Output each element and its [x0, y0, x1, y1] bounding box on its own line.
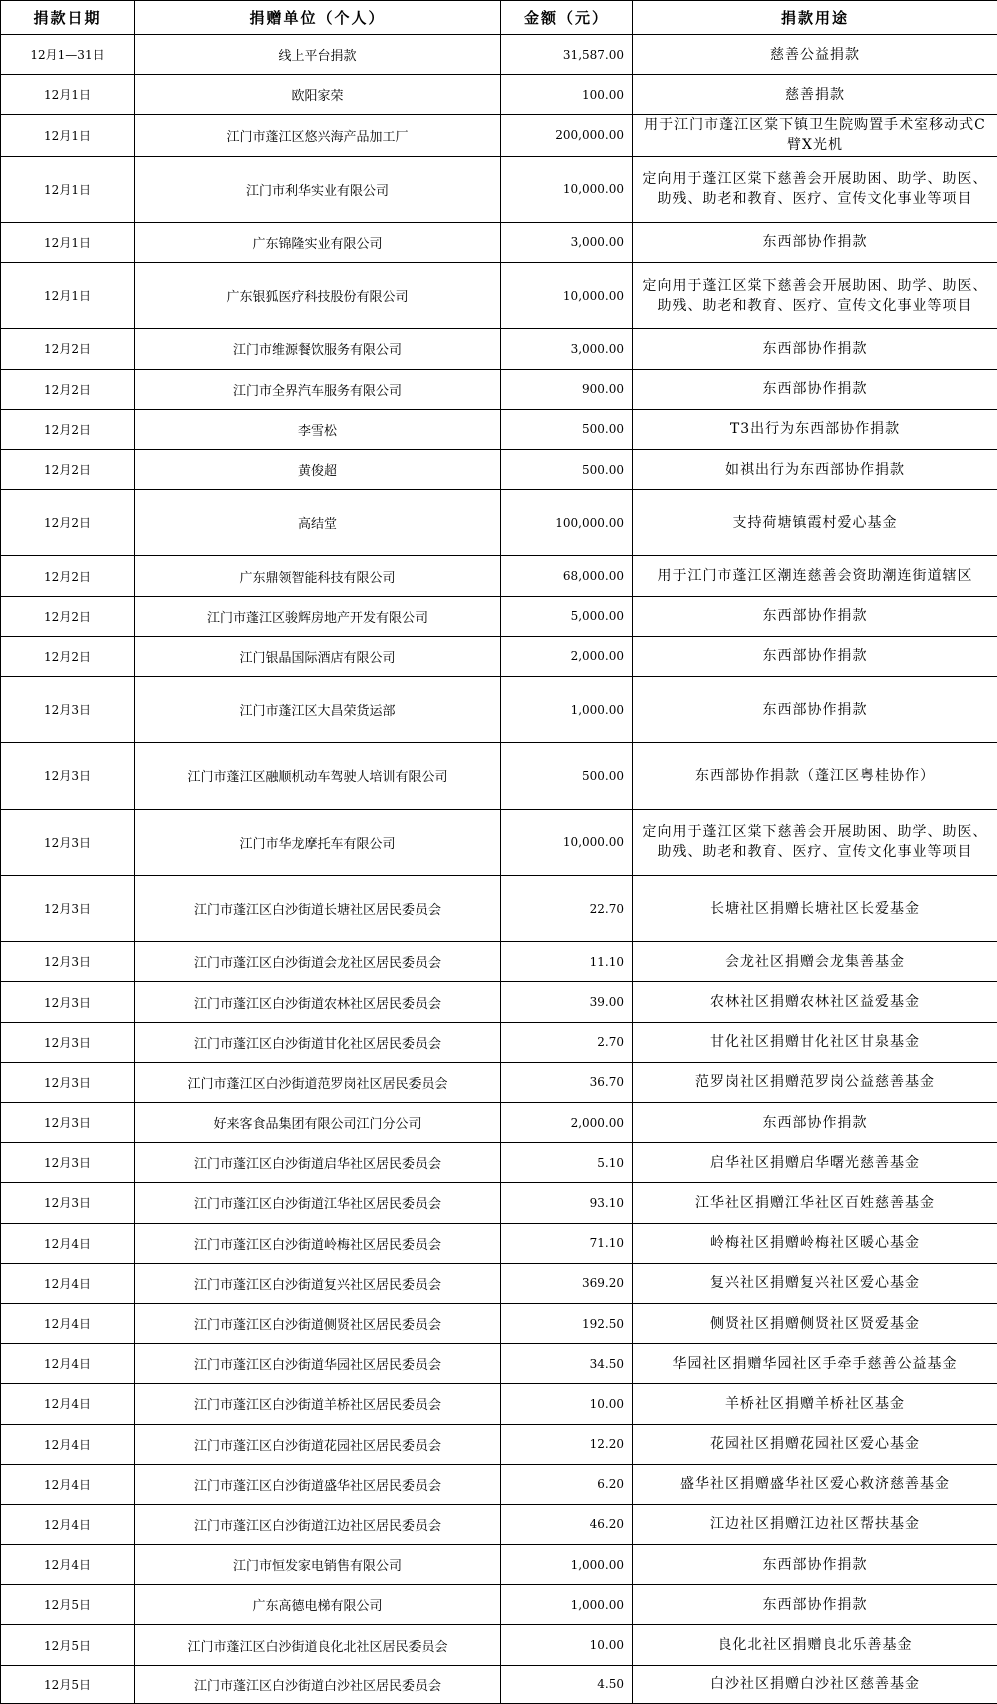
table-row	[1, 1022, 997, 1062]
donor-cell: 江门市蓬江区白沙街道良化北社区居民委员会	[135, 1625, 501, 1665]
donor-cell: 江门市蓬江区融顺机动车驾驶人培训有限公司	[135, 743, 501, 809]
table-row	[1, 1183, 997, 1223]
donor-cell: 江门市利华实业有限公司	[135, 156, 501, 222]
amount-cell: 2,000.00	[501, 636, 633, 676]
table-row	[1, 115, 997, 156]
amount-cell: 100.00	[501, 75, 633, 115]
amount-cell: 1,000.00	[501, 1585, 633, 1625]
table-row	[1, 1062, 997, 1102]
amount-cell: 5.10	[501, 1143, 633, 1183]
amount-cell: 5,000.00	[501, 596, 633, 636]
purpose-cell: 定向用于蓬江区棠下慈善会开展助困、助学、助医、助残、助老和教育、医疗、宣传文化事业等项目	[633, 809, 997, 875]
date-cell: 12月3日	[1, 1022, 135, 1062]
donor-cell: 江门市蓬江区白沙街道长塘社区居民委员会	[135, 875, 501, 941]
table-row	[1, 1143, 997, 1183]
table-row	[1, 75, 997, 115]
purpose-cell: 江边社区捐赠江边社区帮扶基金	[633, 1504, 997, 1544]
donor-cell: 江门市恒发家电销售有限公司	[135, 1545, 501, 1585]
date-cell: 12月2日	[1, 636, 135, 676]
purpose-cell: 如祺出行为东西部协作捐款	[633, 449, 997, 489]
donor-cell: 广东鼎领智能科技有限公司	[135, 556, 501, 596]
table-row	[1, 1665, 997, 1703]
table-row	[1, 1625, 997, 1665]
table-row	[1, 596, 997, 636]
date-cell: 12月2日	[1, 596, 135, 636]
donor-cell: 欧阳家荣	[135, 75, 501, 115]
purpose-cell: 慈善公益捐款	[633, 35, 997, 75]
date-cell: 12月3日	[1, 743, 135, 809]
table-row	[1, 263, 997, 329]
amount-cell: 500.00	[501, 409, 633, 449]
purpose-cell: 东西部协作捐款	[633, 369, 997, 409]
amount-cell: 93.10	[501, 1183, 633, 1223]
date-cell: 12月5日	[1, 1665, 135, 1703]
donor-cell: 江门银晶国际酒店有限公司	[135, 636, 501, 676]
date-cell: 12月4日	[1, 1424, 135, 1464]
date-cell: 12月3日	[1, 982, 135, 1022]
table-row	[1, 809, 997, 875]
amount-cell: 500.00	[501, 449, 633, 489]
date-cell: 12月4日	[1, 1504, 135, 1544]
amount-cell: 10.00	[501, 1384, 633, 1424]
purpose-cell: 东西部协作捐款	[633, 1545, 997, 1585]
purpose-cell: 羊桥社区捐赠羊桥社区基金	[633, 1384, 997, 1424]
amount-cell: 34.50	[501, 1344, 633, 1384]
purpose-cell: 良化北社区捐赠良北乐善基金	[633, 1625, 997, 1665]
donor-cell: 江门市蓬江区白沙街道会龙社区居民委员会	[135, 942, 501, 982]
purpose-cell: 范罗岗社区捐赠范罗岗公益慈善基金	[633, 1062, 997, 1102]
header-amount: 金额（元）	[501, 1, 633, 35]
date-cell: 12月1日	[1, 75, 135, 115]
date-cell: 12月2日	[1, 556, 135, 596]
table-row	[1, 222, 997, 262]
purpose-cell: 会龙社区捐赠会龙集善基金	[633, 942, 997, 982]
purpose-cell: 甘化社区捐赠甘化社区甘泉基金	[633, 1022, 997, 1062]
date-cell: 12月2日	[1, 329, 135, 369]
table-row	[1, 449, 997, 489]
purpose-cell: 启华社区捐赠启华曙光慈善基金	[633, 1143, 997, 1183]
purpose-cell: 白沙社区捐赠白沙社区慈善基金	[633, 1665, 997, 1703]
table-row	[1, 409, 997, 449]
purpose-cell: 东西部协作捐款	[633, 1103, 997, 1143]
donor-cell: 江门市蓬江区白沙街道复兴社区居民委员会	[135, 1263, 501, 1303]
date-cell: 12月2日	[1, 449, 135, 489]
date-cell: 12月3日	[1, 1143, 135, 1183]
amount-cell: 71.10	[501, 1223, 633, 1263]
donor-cell: 江门市蓬江区白沙街道甘化社区居民委员会	[135, 1022, 501, 1062]
donor-cell: 广东银狐医疗科技股份有限公司	[135, 263, 501, 329]
donor-cell: 江门市蓬江区白沙街道启华社区居民委员会	[135, 1143, 501, 1183]
donor-cell: 江门市蓬江区白沙街道盛华社区居民委员会	[135, 1464, 501, 1504]
purpose-cell: 岭梅社区捐赠岭梅社区暖心基金	[633, 1223, 997, 1263]
donor-cell: 江门市华龙摩托车有限公司	[135, 809, 501, 875]
amount-cell: 31,587.00	[501, 35, 633, 75]
amount-cell: 3,000.00	[501, 329, 633, 369]
donor-cell: 江门市蓬江区白沙街道江华社区居民委员会	[135, 1183, 501, 1223]
donor-cell: 江门市蓬江区白沙街道农林社区居民委员会	[135, 982, 501, 1022]
table-row	[1, 875, 997, 941]
purpose-cell: 东西部协作捐款	[633, 329, 997, 369]
purpose-cell: 用于江门市蓬江区棠下镇卫生院购置手术室移动式C臂X光机	[633, 115, 997, 156]
header-purpose: 捐款用途	[633, 1, 997, 35]
date-cell: 12月2日	[1, 490, 135, 556]
donor-cell: 线上平台捐款	[135, 35, 501, 75]
donor-cell: 江门市蓬江区白沙街道羊桥社区居民委员会	[135, 1384, 501, 1424]
donor-cell: 江门市蓬江区白沙街道花园社区居民委员会	[135, 1424, 501, 1464]
date-cell: 12月4日	[1, 1303, 135, 1343]
table-row	[1, 1585, 997, 1625]
date-cell: 12月1日	[1, 115, 135, 156]
purpose-cell: 支持荷塘镇霞村爱心基金	[633, 490, 997, 556]
amount-cell: 11.10	[501, 942, 633, 982]
amount-cell: 10,000.00	[501, 156, 633, 222]
date-cell: 12月1日	[1, 263, 135, 329]
amount-cell: 3,000.00	[501, 222, 633, 262]
table-row	[1, 1464, 997, 1504]
date-cell: 12月3日	[1, 677, 135, 743]
donor-cell: 广东高德电梯有限公司	[135, 1585, 501, 1625]
purpose-cell: 东西部协作捐款（蓬江区粤桂协作）	[633, 743, 997, 809]
table-row	[1, 743, 997, 809]
date-cell: 12月1—31日	[1, 35, 135, 75]
table-row	[1, 156, 997, 222]
amount-cell: 500.00	[501, 743, 633, 809]
purpose-cell: 华园社区捐赠华园社区手牵手慈善公益基金	[633, 1344, 997, 1384]
amount-cell: 10,000.00	[501, 809, 633, 875]
donor-cell: 广东锦隆实业有限公司	[135, 222, 501, 262]
table-row	[1, 1545, 997, 1585]
purpose-cell: 复兴社区捐赠复兴社区爱心基金	[633, 1263, 997, 1303]
donor-cell: 江门市蓬江区骏辉房地产开发有限公司	[135, 596, 501, 636]
date-cell: 12月5日	[1, 1625, 135, 1665]
header-date: 捐款日期	[1, 1, 135, 35]
amount-cell: 369.20	[501, 1263, 633, 1303]
donor-cell: 江门市蓬江区白沙街道范罗岗社区居民委员会	[135, 1062, 501, 1102]
amount-cell: 1,000.00	[501, 677, 633, 743]
date-cell: 12月3日	[1, 1103, 135, 1143]
amount-cell: 10.00	[501, 1625, 633, 1665]
header-row	[1, 1, 997, 35]
donor-cell: 江门市全界汽车服务有限公司	[135, 369, 501, 409]
purpose-cell: 花园社区捐赠花园社区爱心基金	[633, 1424, 997, 1464]
purpose-cell: 东西部协作捐款	[633, 222, 997, 262]
date-cell: 12月4日	[1, 1223, 135, 1263]
table-row	[1, 1424, 997, 1464]
amount-cell: 1,000.00	[501, 1545, 633, 1585]
date-cell: 12月4日	[1, 1344, 135, 1384]
table-row	[1, 942, 997, 982]
donor-cell: 江门市蓬江区白沙街道江边社区居民委员会	[135, 1504, 501, 1544]
table-row	[1, 636, 997, 676]
purpose-cell: 东西部协作捐款	[633, 596, 997, 636]
table-row	[1, 1223, 997, 1263]
amount-cell: 192.50	[501, 1303, 633, 1343]
table-row	[1, 490, 997, 556]
amount-cell: 12.20	[501, 1424, 633, 1464]
purpose-cell: 侧贤社区捐赠侧贤社区贤爱基金	[633, 1303, 997, 1343]
date-cell: 12月2日	[1, 409, 135, 449]
donor-cell: 江门市维源餐饮服务有限公司	[135, 329, 501, 369]
table-row	[1, 556, 997, 596]
purpose-cell: 用于江门市蓬江区潮连慈善会资助潮连街道辖区	[633, 556, 997, 596]
date-cell: 12月3日	[1, 1183, 135, 1223]
date-cell: 12月1日	[1, 222, 135, 262]
date-cell: 12月5日	[1, 1585, 135, 1625]
amount-cell: 22.70	[501, 875, 633, 941]
donor-cell: 江门市蓬江区悠兴海产品加工厂	[135, 115, 501, 156]
date-cell: 12月4日	[1, 1263, 135, 1303]
table-row	[1, 1344, 997, 1384]
table-row	[1, 1384, 997, 1424]
purpose-cell: 长塘社区捐赠长塘社区长爱基金	[633, 875, 997, 941]
purpose-cell: 定向用于蓬江区棠下慈善会开展助困、助学、助医、助残、助老和教育、医疗、宣传文化事业等项目	[633, 156, 997, 222]
amount-cell: 200,000.00	[501, 115, 633, 156]
header-donor: 捐赠单位（个人）	[135, 1, 501, 35]
amount-cell: 2,000.00	[501, 1103, 633, 1143]
donor-cell: 好来客食品集团有限公司江门分公司	[135, 1103, 501, 1143]
donor-cell: 江门市蓬江区白沙街道侧贤社区居民委员会	[135, 1303, 501, 1343]
donor-cell: 李雪松	[135, 409, 501, 449]
donor-cell: 江门市蓬江区白沙街道岭梅社区居民委员会	[135, 1223, 501, 1263]
date-cell: 12月2日	[1, 369, 135, 409]
table-row	[1, 982, 997, 1022]
amount-cell: 6.20	[501, 1464, 633, 1504]
date-cell: 12月4日	[1, 1464, 135, 1504]
date-cell: 12月4日	[1, 1545, 135, 1585]
purpose-cell: 农林社区捐赠农林社区益爱基金	[633, 982, 997, 1022]
purpose-cell: 江华社区捐赠江华社区百姓慈善基金	[633, 1183, 997, 1223]
donor-cell: 高结堂	[135, 490, 501, 556]
date-cell: 12月3日	[1, 1062, 135, 1102]
purpose-cell: 东西部协作捐款	[633, 1585, 997, 1625]
table-row	[1, 1263, 997, 1303]
purpose-cell: 定向用于蓬江区棠下慈善会开展助困、助学、助医、助残、助老和教育、医疗、宣传文化事业等项目	[633, 263, 997, 329]
amount-cell: 68,000.00	[501, 556, 633, 596]
date-cell: 12月3日	[1, 809, 135, 875]
purpose-cell: 盛华社区捐赠盛华社区爱心救济慈善基金	[633, 1464, 997, 1504]
table-row	[1, 329, 997, 369]
amount-cell: 36.70	[501, 1062, 633, 1102]
donor-cell: 江门市蓬江区白沙街道华园社区居民委员会	[135, 1344, 501, 1384]
date-cell: 12月3日	[1, 875, 135, 941]
table-row	[1, 35, 997, 75]
donor-cell: 江门市蓬江区大昌荣货运部	[135, 677, 501, 743]
table-row	[1, 1103, 997, 1143]
table-row	[1, 1504, 997, 1544]
date-cell: 12月4日	[1, 1384, 135, 1424]
amount-cell: 39.00	[501, 982, 633, 1022]
table-row	[1, 1303, 997, 1343]
donor-cell: 黄俊超	[135, 449, 501, 489]
purpose-cell: 东西部协作捐款	[633, 677, 997, 743]
amount-cell: 2.70	[501, 1022, 633, 1062]
amount-cell: 100,000.00	[501, 490, 633, 556]
purpose-cell: T3出行为东西部协作捐款	[633, 409, 997, 449]
amount-cell: 4.50	[501, 1665, 633, 1703]
donor-cell: 江门市蓬江区白沙街道白沙社区居民委员会	[135, 1665, 501, 1703]
table-row	[1, 369, 997, 409]
amount-cell: 10,000.00	[501, 263, 633, 329]
purpose-cell: 东西部协作捐款	[633, 636, 997, 676]
date-cell: 12月1日	[1, 156, 135, 222]
amount-cell: 900.00	[501, 369, 633, 409]
table-row	[1, 677, 997, 743]
date-cell: 12月3日	[1, 942, 135, 982]
purpose-cell: 慈善捐款	[633, 75, 997, 115]
amount-cell: 46.20	[501, 1504, 633, 1544]
